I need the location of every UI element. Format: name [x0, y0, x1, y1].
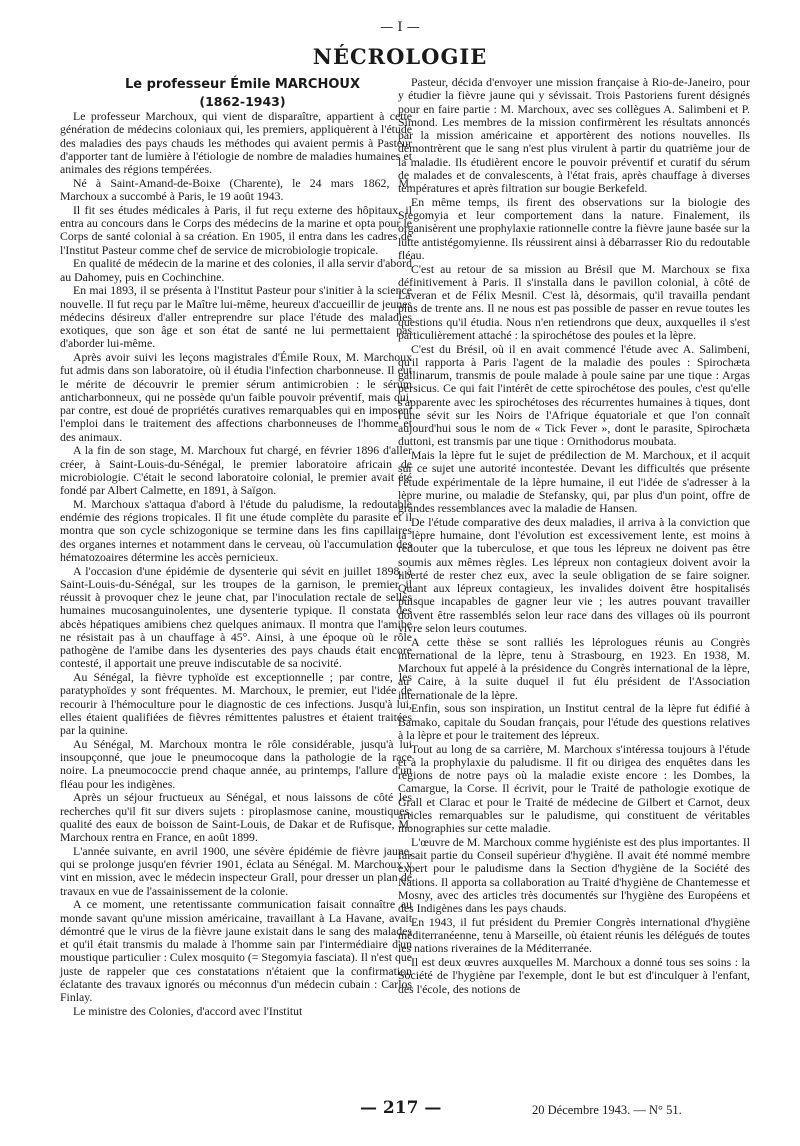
article-paragraph: Au Sénégal, M. Marchoux montra le rôle considérable, jusqu'à lui insoupçonné, que joue le pneumocoque dans la pathologie de la race noire. La pneumococcie prend chaque année, au printemps, l'allure d'un fléau pour les indigènes. — [60, 736, 412, 791]
article-paragraph: En qualité de médecin de la marine et des colonies, il alla servir d'abord au Dahomey, puis en Cochinchine. — [60, 256, 412, 284]
article-paragraph: Au Sénégal, la fièvre typhoïde est exceptionnelle ; par contre, les paratyphoïdes y sont fréquentes. M. Marchoux, le premier, eut l'idée de recourir à l'hémoculture pour le diagnostic de ces infections. Jusqu'à lui, elles étaient qualifiées de fièvres rémittentes palustres et étaient traitées par la quinine. — [60, 670, 412, 737]
article-paragraph: A l'occasion d'une épidémie de dysenterie qui sévit en juillet 1898, à Saint-Louis-du-Sénégal, sur les troupes de la garnison, le premier il réussit à provoquer chez le jeune chat, par l'inoculation rectale de selles humaines mucosanguinolentes, une dysenterie typique. Il constata des abcès hépatiques amibiens chez quelques animaux. Il montra que l'amibe ne résistait pas à un chauffage à 45°. Ainsi, à une époque où le rôle pathogène de l'amibe dans les dysenteries des pays chauds était encore contesté, il apportait une preuve indiscutable de sa nocivité. — [60, 563, 412, 671]
article-paragraph: L'œuvre de M. Marchoux comme hygiéniste est des plus importantes. Il faisait partie du Conseil supérieur d'hygiène. Il avait été nommé membre expert pour le paludisme dans la Section d'hygiène de la Société des Nations. Il apporta sa collaboration au Traité d'hygiène de Chantemesse et Mosny, avec des articles très documentés sur l'hygiène des Européens et des Indigènes dans les pays chauds. — [398, 834, 750, 915]
article-paragraph: A cette thèse se sont ralliés les léprologues réunis au Congrès international de la lèpre, tenu à Strasbourg, en 1923. En 1938, M. Marchoux fut appelé à la présidence du Congrès international de la lèpre, au Caire, à la suite duquel il fut élu président de l'Association internationale de la lèpre. — [398, 634, 750, 702]
left-column — [60, 76, 412, 1019]
article-paragraph: En mai 1893, il se présenta à l'Institut Pasteur pour s'initier à la science nouvelle. Il fut reçu par le Maître lui-même, heureux d'accueillir de jeunes médecins désireux d'aller entreprendre sur place l'étude des maladies exotiques, que son âge et son état de santé ne lui permettaient pas d'aborder lui-même. — [60, 283, 412, 351]
article-paragraph: Mais la lèpre fut le sujet de prédilection de M. Marchoux, et il acquit sur ce sujet une autorité incontestée. Devant les difficultés que présente l'étude expérimentale de la lèpre humaine, il eut l'idée de s'adresser à la lèpre murine, ou maladie de Stefansky, qui, par plus d'un point, offre de grandes ressemblances avec la maladie de Hansen. — [398, 448, 750, 515]
right-column-body — [398, 76, 750, 996]
article-paragraph: Après avoir suivi les leçons magistrales d'Émile Roux, M. Marchoux fut admis dans son laboratoire, où il étudia l'infection charbonneuse. Il eut le mérite de découvrir le premier sérum antimicrobien : le sérum anticharbonneux, qui ne possède qu'un faible pouvoir préventif, mais qui, par contre, est doué de propriétés curatives remarquables qui en imposent l'emploi dans le traitement des affections charbonneuses de l'homme et des animaux. — [60, 350, 412, 444]
article-paragraph: Le professeur Marchoux, qui vient de disparaître, appartient à cette génération de médecins coloniaux qui, les premiers, appliquèrent à l'étude des maladies des pays chauds les méthodes qui avaient permis à Pasteur d'apporter tant de lumière à l'étiologie de nombre de maladies humaines et animales des régions tempérées. — [60, 109, 412, 176]
article-paragraph: A la fin de son stage, M. Marchoux fut chargé, en février 1896 d'aller créer, à Saint-Louis-du-Sénégal, le premier laboratoire africain de microbiologie. C'était le second laboratoire colonial, le premier avait été fondé par Albert Calmette, en 1891, à Saïgon. — [60, 443, 412, 497]
article-paragraph: C'est du Brésil, où il en avait commencé l'étude avec A. Salimbeni, qu'il rapporta à Paris l'agent de la maladie des poules : Spirochæta gallinarum, transmis de poule malade à poule saine par une tique : Argas persicus. Ce qui fait l'intérêt de cette spirochétose des poules, c'est qu'elle s'apparente avec les spirochétoses des récurrentes humaines à tiques, dont l'une sévit sur les Noirs de l'Afrique équatoriale et que l'on connaît aujourd'hui sous le nom de « Tick Fever », dont le parasite, Spirochæta duttoni, est transmis par une tique : Ornithodorus moubata. — [398, 341, 750, 449]
article-paragraph: De l'étude comparative des deux maladies, il arriva à la conviction que la lèpre humaine, dont l'évolution est excessivement lente, est moins à redouter que la tuberculose, et que tous les lépreux ne doivent pas être soumis aux mêmes règles. Les lépreux non contagieux doivent avoir la liberté de rester chez eux, avec la seule obligation de se faire soigner. Quant aux lépreux contagieux, les invalides doivent être hospitalisés puisque incapables de gagner leur vie ; les autres pouvant travailler doivent être rassemblés selon leur race dans des villages où ils pourront vivre selon leurs coutumes. — [398, 514, 750, 635]
article-paragraph: En 1943, il fut président du Premier Congrès international d'hygiène méditerranéenne, tenu à Marseille, où étaient réunis les délégués de toutes les nations riveraines de la Méditerranée. — [398, 914, 750, 956]
article-paragraph: L'année suivante, en avril 1900, une sévère épidémie de fièvre jaune, qui se prolonge jusqu'en février 1901, éclata au Sénégal. M. Marchoux y vint en mission, avec le médecin inspecteur Grall, pour dresser un plan de travaux en vue de l'assainissement de la colonie. — [60, 843, 412, 898]
section-title: NÉCROLOGIE — [312, 44, 488, 69]
page-number: — 217 — — [360, 1098, 442, 1118]
article-paragraph: Après un séjour fructueux au Sénégal, et nous laissons de côté les recherches qu'il fit sur divers sujets : piroplasmose canine, moustiques, qualité des eaux de boisson de Saint-Louis, de Dakar et de Rufisque, M. Marchoux rentra en France, en août 1899. — [60, 790, 412, 844]
article-title: Le professeur Émile MARCHOUX — [125, 77, 360, 92]
article-paragraph: Il fit ses études médicales à Paris, il fut reçu externe des hôpitaux, il entra au concours dans le Corps des médecins de la marine et opta pour le Corps de santé colonial à sa création. En 1905, il entra dans les cadres de l'Institut Pasteur comme chef de service de microbiologie tropicale. — [60, 202, 412, 257]
article-paragraph: A ce moment, une retentissante communication faisait connaître au monde savant qu'une mission américaine, travaillant à La Havane, avait démontré que le virus de la fièvre jaune existait dans le sang des malades et qu'il était transmis du malade à l'homme sain par l'intermédiaire d'un moustique particulier : Culex mosquito (= Stegomyia fasciata). Il n'est que juste de rappeler que ces constatations n'étaient que la confirmation éclatante des travaux ignorés ou méconnus d'un médecin cubain : Carlos Finlay. — [60, 897, 412, 1004]
article-paragraph: Il est deux œuvres auxquelles M. Marchoux a donné tous ses soins : la Société de l'hygiène par l'exemple, dont le but est d'inculquer à l'enfant, dès l'école, des notions de — [398, 955, 750, 996]
issue-date: 20 Décembre 1943. — N° 51. — [532, 1103, 682, 1117]
article-paragraph: Pasteur, décida d'envoyer une mission française à Rio-de-Janeiro, pour y étudier la fièvre jaune qui y sévissait. Trois Pastoriens furent désignés pour en faire partie : M. Marchoux, avec ses collègues A. Salimbeni et P. Simond. Les membres de la mission confirmèrent les résultats annoncés par la mission américaine et apportèrent des notions nouvelles. Ils démontrèrent que le sang n'est plus virulent à partir du quatrième jour de la maladie. Ils étudièrent encore le pouvoir préventif et curatif du sérum de malades et de convalescents, à l'état frais, après chauffage à diverses températures et après filtration sur bougie Berkefeld. — [398, 75, 750, 195]
article-paragraph: Né à Saint-Amand-de-Boixe (Charente), le 24 mars 1862, M. Marchoux a succombé à Paris, le 19 août 1943. — [60, 175, 412, 203]
left-column-body — [60, 110, 412, 1018]
page-footer — [0, 1098, 800, 1122]
right-column — [398, 76, 750, 996]
article-paragraph: Le ministre des Colonies, d'accord avec l'Institut — [73, 1003, 303, 1018]
article-paragraph: En même temps, ils firent des observations sur la biologie des Stegomyia et leur comportement dans la nature. Finalement, ils organisèrent une prophylaxie rationnelle contre la fièvre jaune basée sur la lutte antistégomyienne. Ils réussirent ainsi à débarrasser Rio du redoutable fléau. — [398, 194, 750, 262]
page-roman-numeral: — I — — [380, 20, 420, 35]
article-paragraph: Enfin, sous son inspiration, un Institut central de la lèpre fut édifié à Bamako, capitale du Soudan français, pour l'étude des questions relatives à la lèpre et pour le traitement des lépreux. — [398, 701, 750, 742]
article-paragraph: M. Marchoux s'attaqua d'abord à l'étude du paludisme, la redoutable endémie des régions tropicales. Il fit une étude complète du parasite et il montra que son cycle schizogonique se termine dans les fins capillaires des organes internes et notamment dans le cerveau, où l'accumulation des hématozoaires détermine les accès pernicieux. — [60, 496, 412, 564]
article-dates: (1862-1943) — [199, 93, 286, 109]
article-paragraph: Tout au long de sa carrière, M. Marchoux s'intéressa toujours à l'étude et à la prophylaxie du paludisme. Il fit ou dirigea des enquêtes dans les régions de notre pays où la maladie existe encore : les Dombes, la Camargue, la Corse. Il écrivit, pour le Traité de pathologie exotique de Grall et Clarac et pour le Traité de médecine de Gilbert et Carnot, deux articles remarquables sur le paludisme, qui constituent de véritables monographies sur cette maladie. — [398, 741, 750, 835]
article-paragraph: C'est au retour de sa mission au Brésil que M. Marchoux se fixa définitivement à Paris. Il s'installa dans le pavillon colonial, à côté de Laveran et de Félix Mesnil. C'est là, désormais, qu'il travailla pendant plus de trente ans. Il ne nous est pas possible de passer en revue toutes les questions qu'il étudia. Nous n'en retiendrons que deux, auxquelles il s'est particulièrement attaché : la spirochétose des poules et la lèpre. — [398, 261, 750, 342]
